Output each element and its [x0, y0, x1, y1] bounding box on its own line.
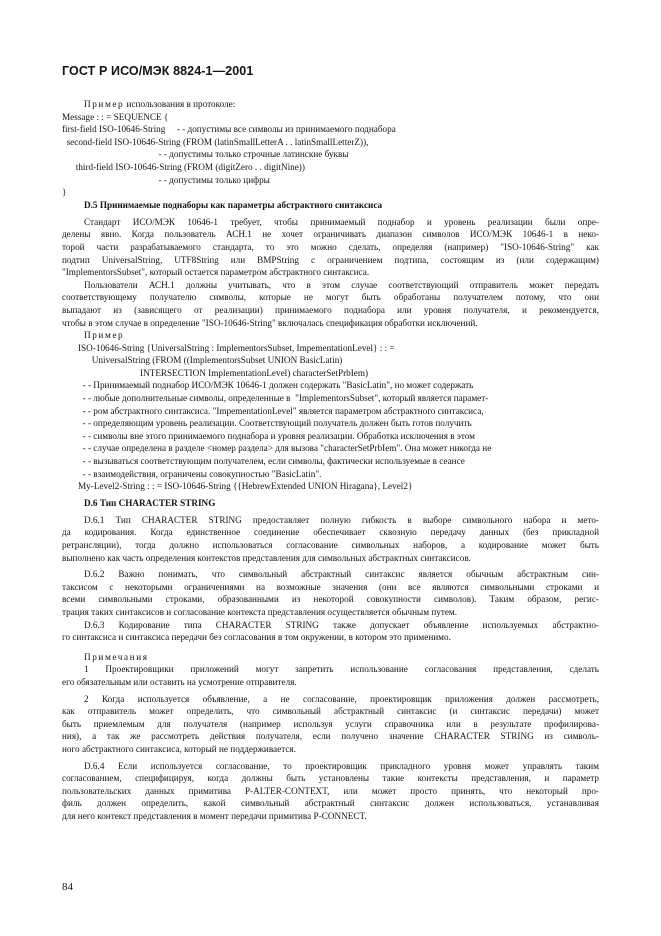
text-line: ретрансляции), тогда должно использоваться согласование символьных наборов, а кодирование может быть	[62, 540, 599, 550]
note	[62, 663, 599, 688]
paragraph	[62, 619, 599, 644]
text-line: D.6.1 Тип CHARACTER STRING предоставляет полную гибкость в выборе символьного набора и мето-	[84, 514, 599, 525]
text-line: го синтаксиса и синтаксиса передачи без согласования в том окружении, в котором это применимо.	[62, 632, 451, 643]
code-line: Message : : = SEQUENCE {	[62, 111, 169, 122]
text-line: D.6.2 Важно понимать, что символьный абстрактный синтаксис является обычным абстрактным син-	[84, 569, 599, 580]
text-line: делены явно. Когда пользователь АСН.1 не хочет ограничивать диапазон символов ИСО/МЭК 10646-1 в неко-	[62, 229, 599, 240]
text-line: как отправитель может определить, что символьный абстрактный синтаксис (и синтаксис передачи) может	[62, 706, 599, 717]
code-line: - - Принимаемый поднабор ИСО/МЭК 10646-1 должен содержать "BasicLatin", но может содержать	[78, 380, 474, 391]
note	[62, 693, 599, 756]
notes-label: Примечания	[84, 651, 149, 662]
text-line: Стандарт ИСО/МЭК 10646-1 требует, чтобы принимаемый поднабор и уровень реализации были опре-	[84, 216, 599, 227]
text-line: быть приемлемым для получателя (например используя услуги справочника или в результате профилирова-	[62, 718, 599, 729]
text-line: чтобы в этом случае в определение "ISO-10646-String" включалась спецификация обработки исключений.	[62, 317, 478, 328]
text-line: пользовательских данных примитива P-ALTER-CONTEXT, или может просто принять, что некоторый про-	[62, 785, 599, 796]
text-line: 1 Проектировщики приложений могут запретить использование согласования представления, сделать	[84, 664, 599, 675]
code-line: INTERSECTION ImplementationLevel) characterSetPrbIem)	[78, 367, 369, 378]
code-line: - - любые дополнительные символы, определенные в "ImplementorsSubset", который является парамет-	[78, 393, 489, 404]
page-header: ГОСТ Р ИСО/МЭК 8824-1—2001	[62, 64, 254, 78]
example-code-block	[62, 342, 599, 493]
text-line: "ImplementorsSubset", который остается параметром абстрактного синтаксиса.	[62, 267, 370, 278]
example-code-block	[62, 111, 599, 199]
paragraph	[62, 568, 599, 618]
code-line: - - символы вне этого принимаемого поднабора и уровня реализации. Обработка исключения в этом	[78, 430, 475, 441]
text-line: всеми символьными строками, образованными из некоторой совокупности символов). Таким образом, регис-	[62, 594, 599, 605]
text-line: ного абстрактного синтаксиса, который не поддерживается.	[62, 743, 296, 754]
text-line: согласованием, специфицируя, когда должны быть установлены такие контексты представления, и параметр	[62, 773, 599, 784]
text-line: подтип UniversalString, UTF8String или BMPString с ограничением подтипа, состоящим из (или содержащим)	[62, 254, 599, 265]
code-line: - - взаимодействия, ограничены совокупностью "BasicLatin".	[78, 468, 322, 479]
section-heading: D.5 Принимаемые поднаборы как параметры абстрактного синтаксиса	[84, 199, 383, 210]
paragraph	[62, 216, 599, 279]
example-title: Пример использования в протоколе:	[84, 99, 236, 109]
text-line: трация таких синтаксисов и согласование контекста представления осуществляется обычным путем.	[62, 606, 458, 617]
code-line: }	[62, 187, 67, 198]
text-line: D.6.4 Если используется согласование, то проектировщик прикладного уровня может управлять таким	[84, 760, 599, 771]
text-line: филь должен определить, какой символьный абстрактный синтаксис должен использоваться, устанавливая	[62, 798, 599, 809]
text-line: ния), а так же рассмотреть действия получателя, если получено значение CHARACTER STRING из символь-	[62, 731, 599, 742]
text-line: D.6.3 Кодирование типа CHARACTER STRING также допускает объявление используемых абстрактно-	[84, 619, 599, 630]
text-line: для него контекст представления в момент передачи примитива P-CONNECT.	[62, 810, 367, 821]
page-number: 84	[62, 881, 73, 893]
text-line: выполнено как часть определения контекстов представления для символьных абстрактных синтаксисов.	[62, 552, 471, 563]
code-line: UniversalString (FROM ((ImplementorsSubset UNION BasicLatin)	[78, 355, 343, 366]
code-line: - - допустимы только строчные латинские буквы	[62, 149, 349, 160]
page-body	[62, 98, 599, 822]
paragraph	[62, 760, 599, 823]
code-line: My-Level2-String : : = ISO-10646-String {{HebrewExtended UNION Hiragana}, Level2}	[78, 481, 413, 492]
text-line: его обязательным или оставить на усмотрение отправителя.	[62, 676, 297, 687]
code-line: - - вызываться соответствующим получателем, если символы, фактически используемые в сеансе	[78, 456, 465, 467]
text-line: выпадают из (зависящего от реализации) принимаемого поднабора или уровня получателя, и рекомендуется,	[62, 304, 599, 315]
code-line: - - допустимы только цифры	[62, 174, 270, 185]
code-line: - - определяющим уровень реализации. Соответствующий получатель должен быть готов получить	[78, 418, 472, 429]
example-label: Пример	[84, 330, 125, 341]
paragraph	[62, 279, 599, 329]
section-heading: D.6 Тип CHARACTER STRING	[84, 497, 216, 508]
code-line: - - случае определена в разделе <номер раздела> для вызова "characterSetPrbIem". Она может никогда не	[78, 443, 492, 454]
text-line: соответствующему получателю символы, которые не могут быть обработаны получателем потому, что они	[62, 292, 599, 303]
code-line: third-field ISO-10646-String (FROM (digitZero . . digitNine))	[62, 161, 305, 172]
text-line: Пользователи АСН.1 должны учитывать, что в этом случае соответствующий отправитель может передать	[84, 279, 599, 290]
code-line: ISO-10646-String {UniversalString : ImplementorsSubset, ImpementationLevel} : : =	[78, 342, 395, 353]
text-line: таксисом с некоторыми ограничениями на возможные значения (они все являются символьными строками и	[62, 581, 599, 592]
code-line: second-field ISO-10646-String (FROM (latinSmallLetterA . . latinSmallLetterZ)),	[62, 136, 369, 147]
text-line: торой части разрабатываемого стандарта, то это можно сделать, определяя (например) "ISO-10646-String" как	[62, 241, 599, 252]
text-line: 2 Когда используется объявление, а не согласование, проектировщик приложения должен рассмотреть,	[84, 693, 599, 704]
code-line: - - ром абстрактного синтаксиса. "ImpementationLevel" является параметром абстрактного синтаксиса,	[78, 405, 484, 416]
text-line: да кодирования. Когда единственное соединение обеспечивает сквозную передачу данных (без прикладной	[62, 527, 599, 538]
code-line: first-field ISO-10646-String - - допустимы все символы из принимаемого поднабора	[62, 124, 396, 135]
paragraph	[62, 514, 599, 564]
example-title-lead: Пример	[84, 99, 125, 109]
